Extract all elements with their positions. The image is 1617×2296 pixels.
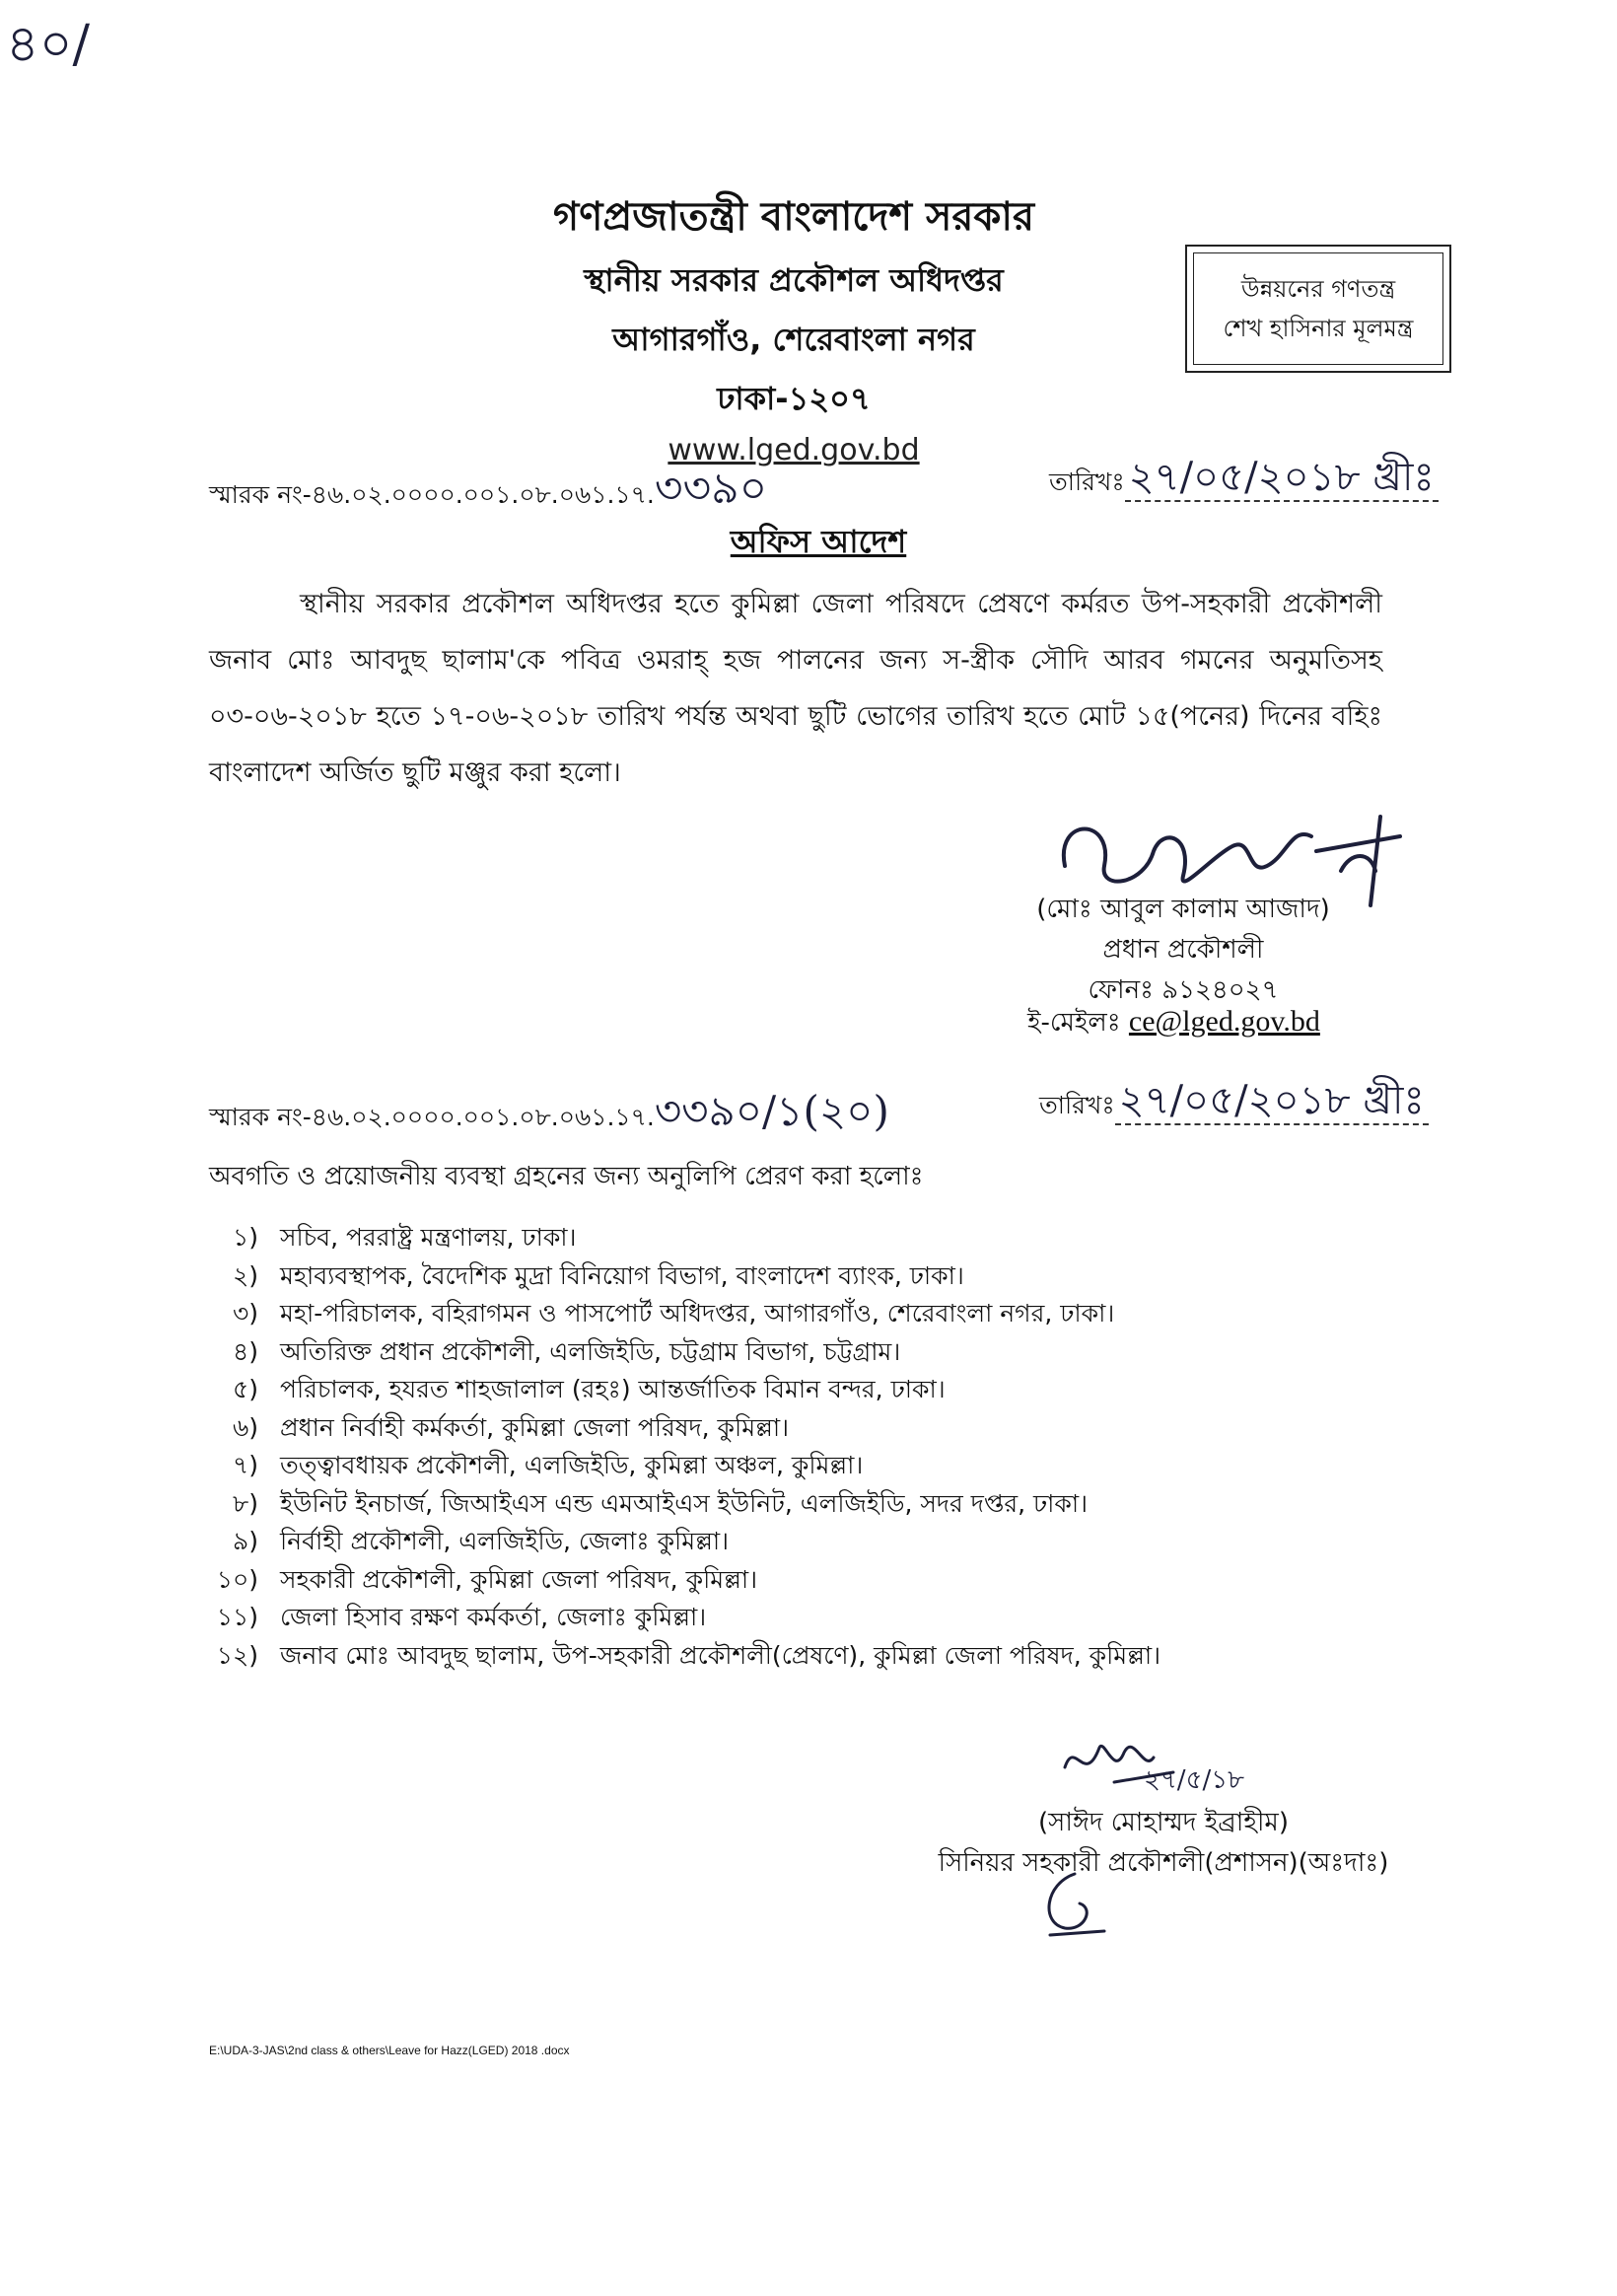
footer-file-path: E:\UDA-3-JAS\2nd class & others\Leave for Hazz(LGED) 2018 .docx [209, 2044, 570, 2057]
website-link[interactable]: www.lged.gov.bd [668, 433, 920, 467]
recipient-number: ১২) [216, 1640, 258, 1670]
initial-mark [1035, 1864, 1114, 1943]
signatory-1-block [1025, 890, 1341, 1011]
recipient-item [207, 1257, 1292, 1296]
memo-date-2 [1039, 1069, 1429, 1135]
recipient-number: ১০) [216, 1564, 258, 1594]
signatory-2-block [937, 1803, 1390, 1884]
recipient-number: ৩) [232, 1299, 258, 1327]
recipient-text: তত্ত্বাবধায়ক প্রকৌশলী, এলজিইডি, কুমিল্লা অঞ্চল, কুমিল্লা। [280, 1451, 864, 1479]
recipient-text: জেলা হিসাব রক্ষণ কর্মকর্তা, জেলাঃ কুমিল্লা। [280, 1603, 707, 1631]
handwritten-memo-number: ৩৩৯০/১(২০) [654, 1087, 889, 1135]
signatory-1-phone: ফোনঃ ৯১২৪০২৭ [1088, 975, 1279, 1005]
copy-intro: অবগতি ও প্রয়োজনীয় ব্যবস্থা গ্রহনের জন্য অনুলিপি প্রেরণ করা হলোঃ [209, 1162, 924, 1191]
letterhead [414, 185, 1173, 467]
recipient-number: ৭) [232, 1451, 258, 1479]
motto-box [1185, 245, 1451, 373]
order-body: স্থানীয় সরকার প্রকৌশল অধিদপ্তর হতে কুমিল্লা জেলা পরিষদে প্রেষণে কর্মরত উপ-সহকারী প্রকৌশলী জনাব মোঃ আবদুছ ছালাম'কে পবিত্র ওমরাহ্ হজ পালনের জন্য স-স্ত্রীক সৌদি আরব গমনের অনুমতিসহ ০৩-০৬-২০১৮ হতে ১৭-০৬-২০১৮ তারিখ পর্যন্ত অথবা ছুটি ভোগের তারিখ হতে মোট ১৫(পনের) দিনের বহিঃ বাংলাদেশ অর্জিত ছুটি মঞ্জুর করা হলো। [209, 589, 1382, 788]
motto-line-2: শেখ হাসিনার মূলমন্ত্র [1223, 315, 1414, 342]
recipient-number: ১১) [216, 1603, 258, 1631]
recipient-text: মহাব্যবস্থাপক, বৈদেশিক মুদ্রা বিনিয়োগ বিভাগ, বাংলাদেশ ব্যাংক, ঢাকা। [280, 1260, 964, 1290]
signatory-1-email-line [1027, 1002, 1320, 1045]
recipient-number: ১) [233, 1223, 258, 1252]
recipient-text: ইউনিট ইনচার্জ, জিআইএস এন্ড এমআইএস ইউনিট, এলজিইডি, সদর দপ্তর, ঢাকা। [280, 1488, 1089, 1518]
recipient-item [207, 1485, 1292, 1524]
corner-handwritten-mark: ৪০/ [6, 15, 91, 74]
motto-line-1: উন্নয়নের গণতন্ত্র [1240, 275, 1396, 303]
signatory-2-name: (সাঈদ মোহাম্মদ ইব্রাহীম) [1038, 1808, 1289, 1837]
memo-label: স্মারক নং-৪৬.০২.০০০০.০০১.০৮.০৬১.১৭. [209, 480, 655, 509]
signatory-2-designation: সিনিয়র সহকারী প্রকৌশলী(প্রশাসন)(অঃদাঃ) [938, 1848, 1389, 1878]
signatory-1-name: (মোঃ আবুল কালাম আজাদ) [1036, 895, 1330, 924]
order-title: অফিস আদেশ [730, 523, 907, 560]
recipient-item [207, 1409, 1292, 1448]
recipient-item [207, 1523, 1292, 1561]
email-label: ই-মেইলঃ [1027, 1008, 1129, 1038]
recipient-text: নির্বাহী প্রকৌশলী, এলজিইডি, জেলাঃ কুমিল্লা। [280, 1527, 730, 1555]
recipient-item [207, 1637, 1292, 1676]
office-name: স্থানীয় সরকার প্রকৌশল অধিদপ্তর [584, 261, 1004, 299]
handwritten-date: ২৭/০৫/২০১৮ খ্রীঃ [1125, 455, 1439, 502]
government-name: গণপ্রজাতন্ত্রী বাংলাদেশ সরকার [553, 194, 1034, 240]
recipient-item [207, 1599, 1292, 1637]
recipient-number: ৮) [233, 1488, 258, 1518]
recipient-item [207, 1447, 1292, 1485]
recipient-list [207, 1219, 1292, 1675]
recipient-text: সচিব, পররাষ্ট্র মন্ত্রণালয়, ঢাকা। [280, 1223, 577, 1252]
email-link[interactable]: ce@lged.gov.bd [1128, 1005, 1320, 1038]
recipient-item [207, 1295, 1292, 1333]
recipient-text: সহকারী প্রকৌশলী, কুমিল্লা জেলা পরিষদ, কুমিল্লা। [280, 1564, 758, 1594]
recipient-number: ৪) [233, 1336, 258, 1366]
recipient-item [207, 1219, 1292, 1257]
office-address: আগারগাঁও, শেরেবাংলা নগর [612, 321, 975, 358]
office-city: ঢাকা-১২০৭ [717, 380, 871, 417]
recipient-number: ৫) [233, 1375, 258, 1403]
memo-date-1 [1049, 446, 1439, 512]
date-label: তারিখঃ [1049, 467, 1125, 496]
memo-label: স্মারক নং-৪৬.০২.০০০০.০০১.০৮.০৬১.১৭. [209, 1103, 655, 1131]
recipient-text: অতিরিক্ত প্রধান প্রকৌশলী, এলজিইডি, চট্টগ্রাম বিভাগ, চট্টগ্রাম। [280, 1336, 901, 1366]
recipient-number: ২) [232, 1260, 258, 1290]
handwritten-date: ২৭/০৫/২০১৮ খ্রীঃ [1115, 1078, 1429, 1125]
signatory-2-handwritten-date: ২৭/৫/১৮ [1144, 1765, 1244, 1795]
recipient-text: প্রধান নির্বাহী কর্মকর্তা, কুমিল্লা জেলা পরিষদ, কুমিল্লা। [280, 1412, 790, 1442]
handwritten-memo-number: ৩৩৯০ [654, 464, 768, 514]
recipient-item [207, 1371, 1292, 1409]
recipient-item [207, 1333, 1292, 1372]
memo-number-2 [209, 1079, 889, 1149]
recipient-text: মহা-পরিচালক, বহিরাগমন ও পাসপোর্ট অধিদপ্তর, আগারগাঁও, শেরেবাংলা নগর, ঢাকা। [280, 1299, 1115, 1327]
date-label: তারিখঃ [1039, 1091, 1115, 1119]
recipient-number: ৯) [233, 1527, 258, 1555]
recipient-item [207, 1561, 1292, 1600]
signatory-1-designation: প্রধান প্রকৌশলী [1102, 935, 1264, 965]
recipient-number: ৬) [232, 1412, 258, 1442]
recipient-text: জনাব মোঃ আবদুছ ছালাম, উপ-সহকারী প্রকৌশলী(প্রেষণে), কুমিল্লা জেলা পরিষদ, কুমিল্লা। [280, 1640, 1161, 1670]
recipient-text: পরিচালক, হযরত শাহজালাল (রহঃ) আন্তর্জাতিক বিমান বন্দর, ঢাকা। [280, 1375, 946, 1403]
